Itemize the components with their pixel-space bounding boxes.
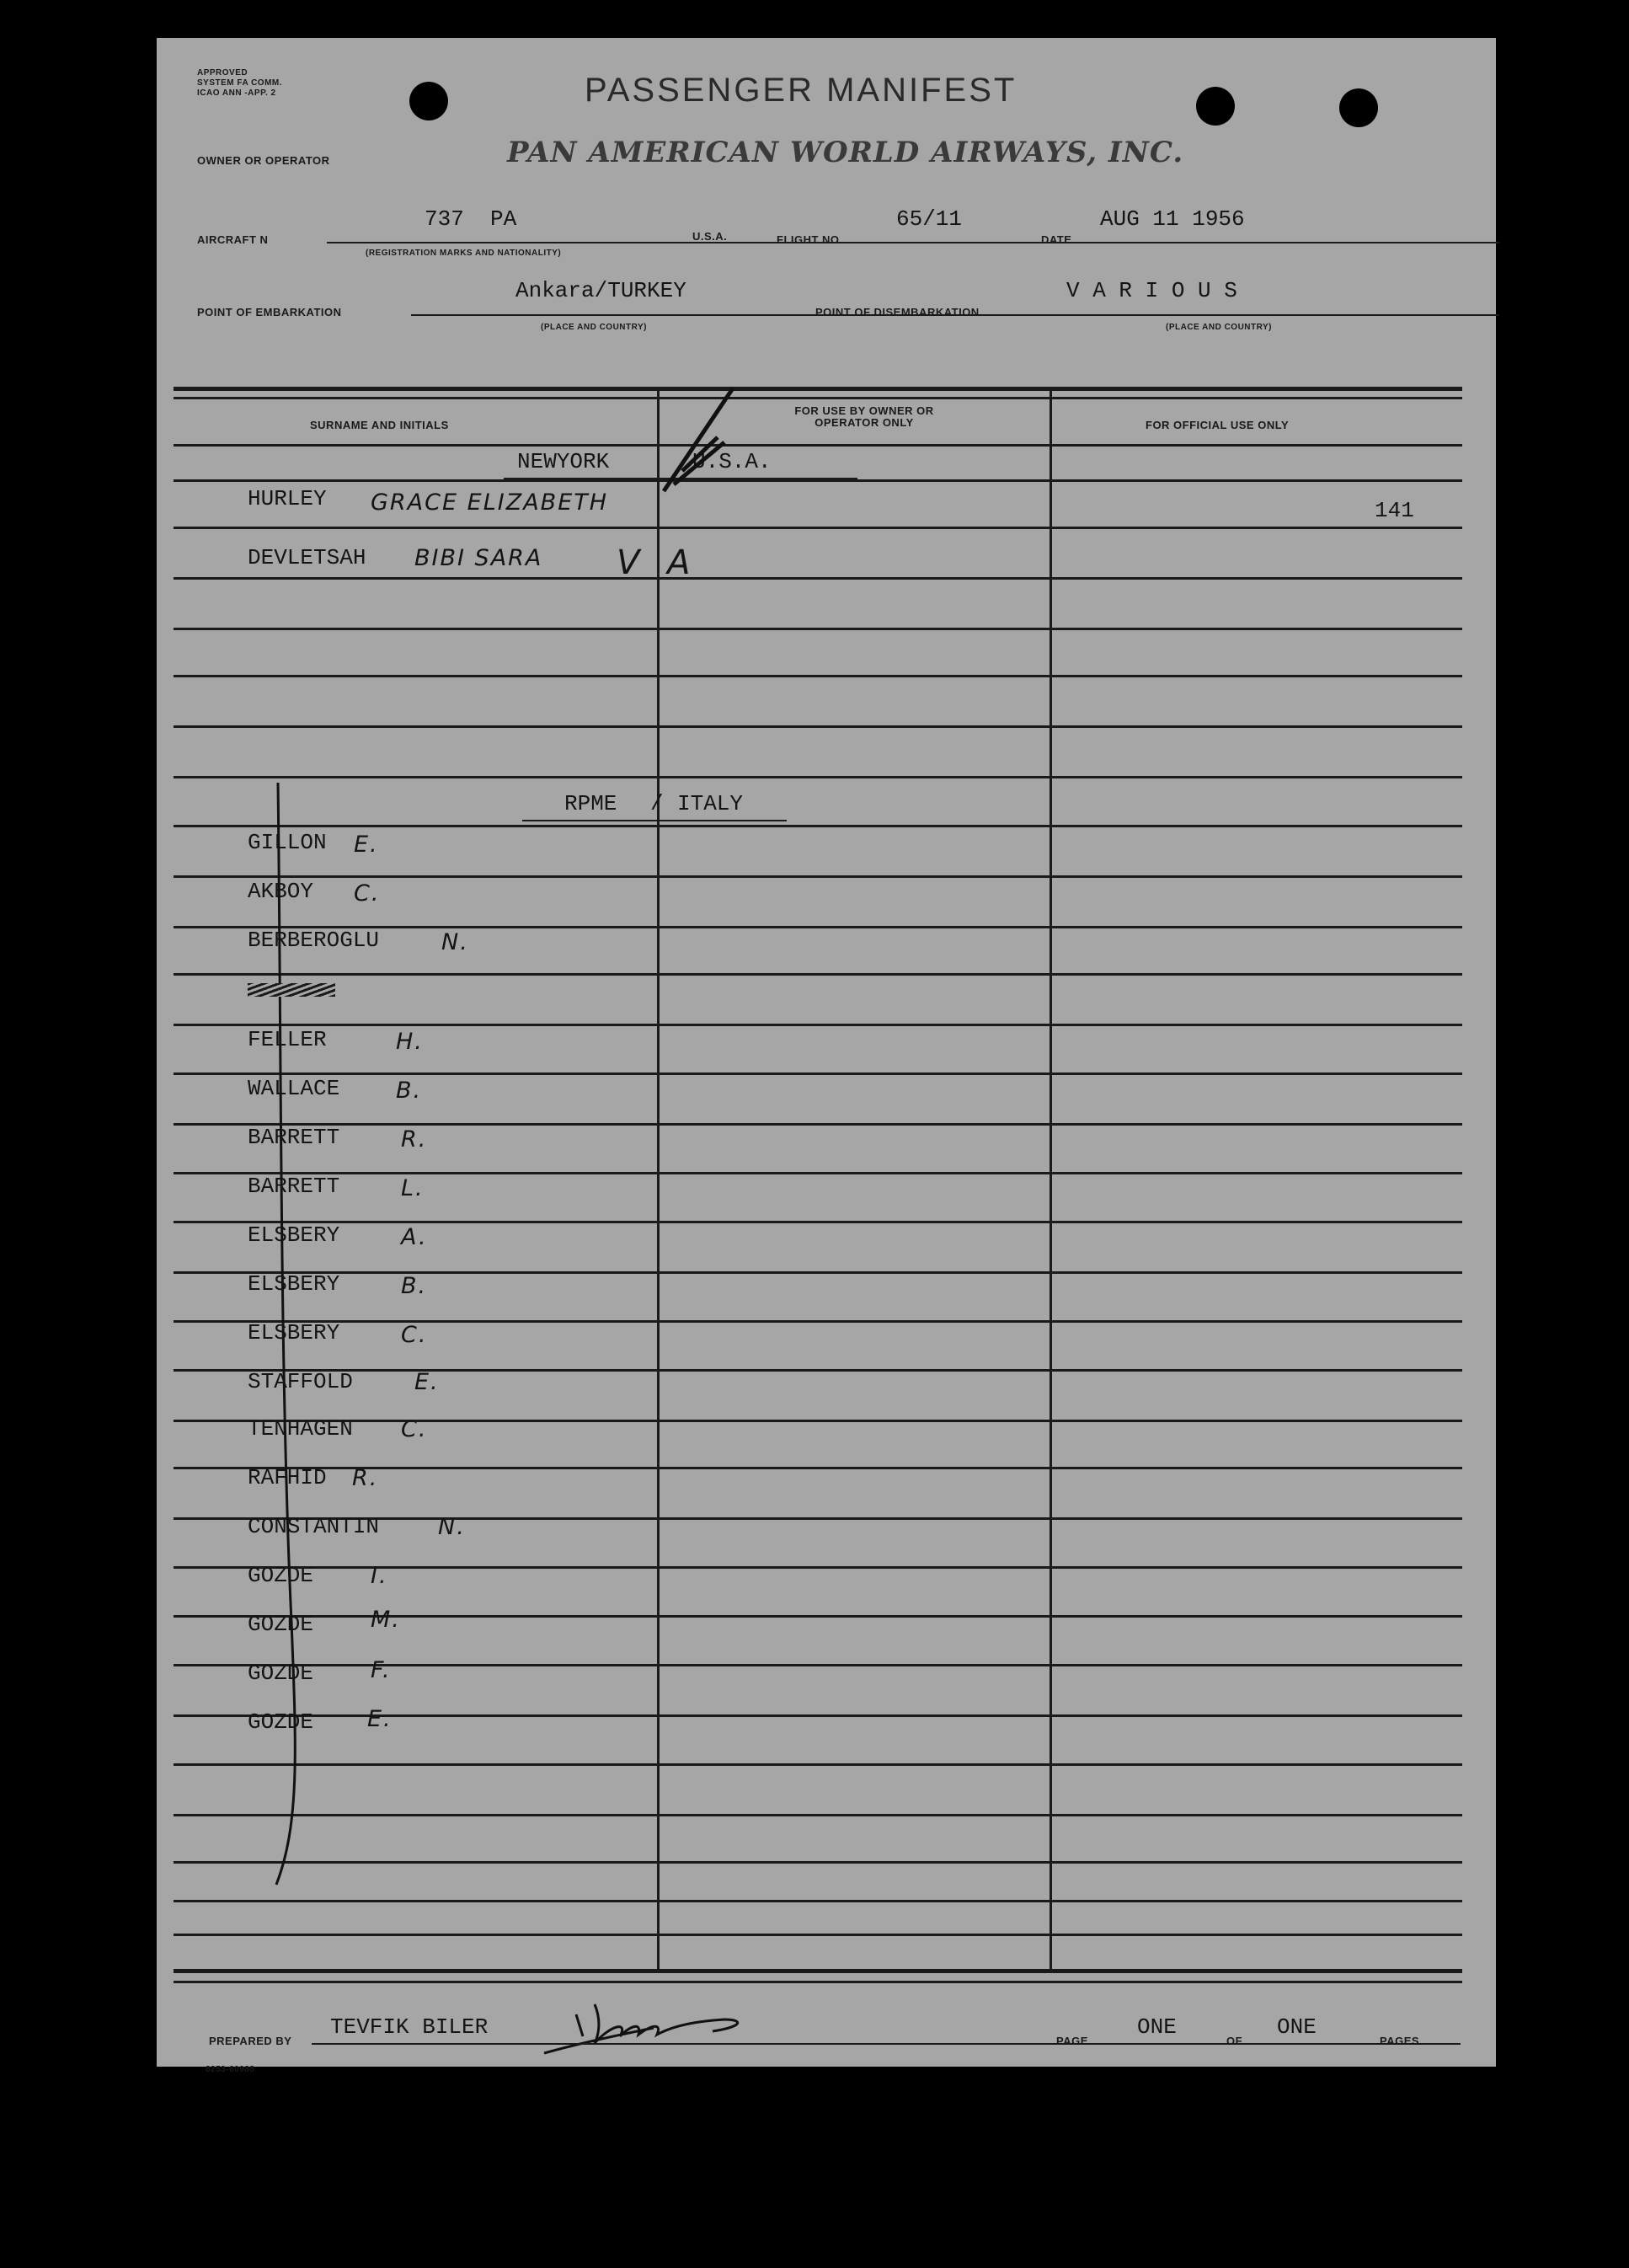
company-name: PAN AMERICAN WORLD AIRWAYS, INC. [507, 136, 1184, 169]
passenger-surname: GOZDE [248, 1563, 314, 1588]
owner-mark: V A [617, 543, 699, 582]
passenger-surname: BERBEROGLU [248, 928, 380, 953]
manifest-paper [157, 38, 1496, 2074]
passenger-surname: GOZDE [248, 1661, 314, 1686]
passenger-surname: GOZDE [248, 1612, 314, 1637]
passenger-surname: RAFHID [248, 1465, 327, 1490]
section-separator: / [650, 791, 664, 816]
column-divider [657, 387, 660, 1971]
section-country: U.S.A. [692, 449, 772, 474]
passenger-surname: WALLACE [248, 1076, 340, 1101]
of-value: ONE [1277, 2014, 1317, 2040]
aircraft-label: AIRCRAFT N [197, 233, 269, 246]
passenger-surname: HURLEY [248, 486, 327, 511]
passenger-surname: BARRETT [248, 1125, 340, 1150]
date-label: DATE [1041, 233, 1072, 246]
disembark-label: POINT OF DISEMBARKATION [815, 306, 980, 318]
passenger-surname: FELLER [248, 1027, 327, 1052]
registration-note: (REGISTRATION MARKS AND NATIONALITY) [366, 249, 562, 258]
passenger-initial: B. [396, 1078, 423, 1104]
passenger-initial: H. [396, 1029, 424, 1055]
page-label: PAGE [1056, 2035, 1088, 2047]
punch-hole [1339, 88, 1378, 127]
passenger-surname: CONSTANTIN [248, 1514, 380, 1539]
passenger-surname: GOZDE [248, 1709, 314, 1735]
struck-out-entry [248, 983, 335, 997]
disembark-value: V A R I O U S [1066, 278, 1237, 303]
aircraft-value: 737 PA [425, 206, 517, 232]
passenger-initial: R. [401, 1126, 428, 1153]
usa-label: U.S.A. [692, 230, 728, 243]
passenger-surname: TENHAGEN [248, 1416, 353, 1442]
place-note: (PLACE AND COUNTRY) [541, 323, 647, 332]
passenger-initial: B. [401, 1273, 428, 1299]
passenger-initial: E. [354, 832, 379, 858]
punch-hole [409, 82, 448, 120]
passenger-surname: DEVLETSAH [248, 545, 366, 570]
form-number: 8253-60988 [206, 2065, 255, 2074]
pages-label: PAGES [1380, 2035, 1420, 2047]
passenger-given: GRACE ELIZABETH [371, 489, 609, 516]
check-slash-mark [649, 383, 741, 510]
form-title: PASSENGER MANIFEST [585, 72, 1017, 109]
approval-line: SYSTEM FA COMM. [197, 78, 283, 88]
passenger-initial: E. [367, 1706, 393, 1732]
place-note: (PLACE AND COUNTRY) [1166, 323, 1272, 332]
date-value: AUG 11 1956 [1100, 206, 1245, 232]
page-value: ONE [1137, 2014, 1177, 2040]
passenger-initial: N. [438, 1514, 466, 1540]
of-label: OF [1226, 2035, 1243, 2047]
passenger-initial: E. [414, 1369, 440, 1395]
passenger-initial: I. [371, 1563, 388, 1589]
passenger-initial: N. [441, 929, 469, 955]
passenger-initial: F. [371, 1657, 392, 1683]
passenger-initial: C. [401, 1322, 428, 1348]
passenger-surname: ELSBERY [248, 1320, 340, 1345]
col-header-official: FOR OFFICIAL USE ONLY [1146, 419, 1290, 431]
prepared-by-value: TEVFIK BILER [330, 2014, 489, 2040]
passenger-surname: AKBOY [248, 879, 314, 904]
embark-value: Ankara/TURKEY [515, 278, 686, 303]
section-city: NEWYORK [517, 449, 610, 474]
flight-label: FLIGHT NO. [777, 233, 843, 246]
section-country: ITALY [677, 791, 744, 816]
prepared-by-label: PREPARED BY [209, 2035, 292, 2047]
flight-value: 65/11 [896, 206, 963, 232]
signature-mark [536, 1991, 780, 2058]
passenger-initial: A. [401, 1224, 428, 1250]
passenger-initial: R. [352, 1465, 379, 1491]
punch-hole [1196, 87, 1235, 126]
embark-label: POINT OF EMBARKATION [197, 306, 342, 318]
passenger-surname: GILLON [248, 830, 327, 855]
passenger-surname: BARRETT [248, 1174, 340, 1199]
passenger-given: BIBI SARA [414, 545, 543, 571]
passenger-initial: M. [371, 1607, 401, 1633]
owner-label: OWNER OR OPERATOR [197, 154, 330, 167]
passenger-surname: ELSBERY [248, 1271, 340, 1297]
passenger-initial: C. [401, 1416, 428, 1442]
passenger-surname: STAFFOLD [248, 1369, 353, 1394]
passenger-initial: L. [401, 1175, 425, 1201]
official-number: 141 [1375, 498, 1414, 523]
passenger-initial: C. [354, 880, 381, 907]
col-header-surname: SURNAME AND INITIALS [310, 419, 449, 431]
approval-line: ICAO ANN -APP. 2 [197, 88, 276, 98]
approval-line: APPROVED [197, 68, 248, 78]
passenger-surname: ELSBERY [248, 1222, 340, 1248]
col-header-owner: FOR USE BY OWNER OR OPERATOR ONLY [794, 404, 934, 429]
column-divider [1050, 387, 1052, 1971]
section-city: RPME [564, 791, 617, 816]
